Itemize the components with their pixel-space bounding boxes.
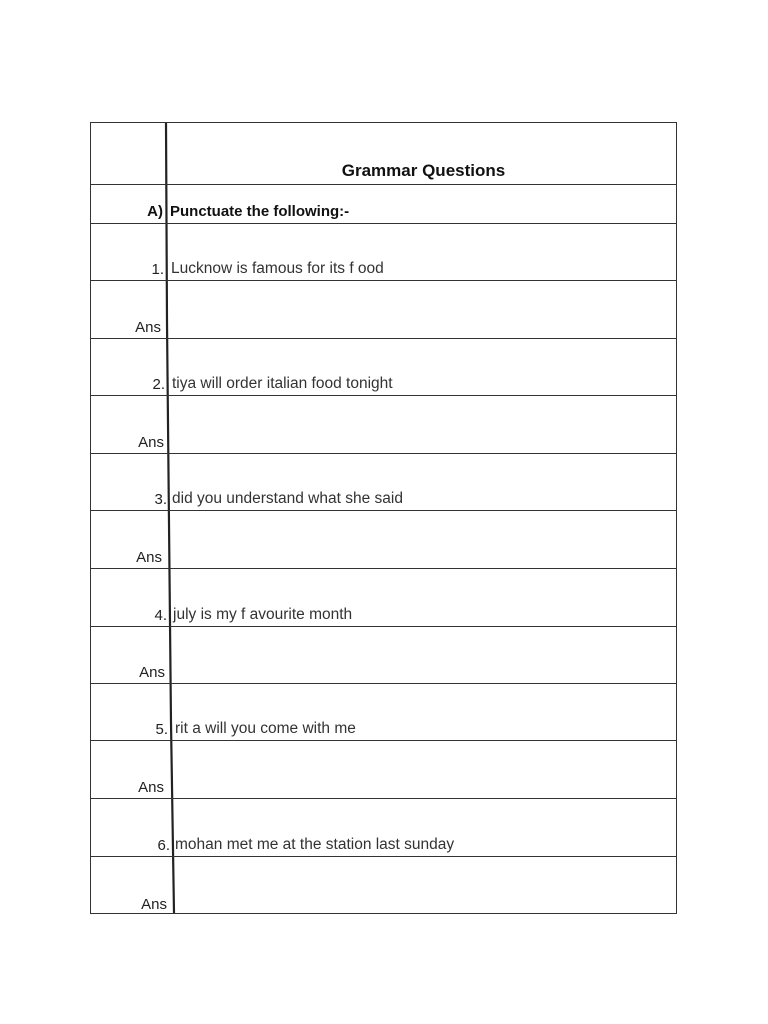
- answer-row[interactable]: [91, 511, 676, 569]
- answer-label: Ans: [141, 896, 167, 913]
- question-row: [91, 224, 676, 281]
- question-text: did you understand what she said: [172, 490, 403, 507]
- question-row: [91, 339, 676, 396]
- question-row: [91, 799, 676, 857]
- answer-row[interactable]: [91, 627, 676, 684]
- question-number: 1.: [151, 261, 164, 278]
- answer-label: Ans: [138, 779, 164, 796]
- question-text: tiya will order italian food tonight: [172, 375, 393, 392]
- question-text: july is my f avourite month: [173, 606, 353, 623]
- question-text: rit a will you come with me: [175, 720, 356, 737]
- question-number: 3.: [154, 491, 167, 508]
- question-text: mohan met me at the station last sunday: [175, 836, 455, 853]
- answer-label: Ans: [136, 549, 162, 566]
- worksheet-table: [90, 122, 677, 914]
- answer-row[interactable]: [91, 857, 676, 915]
- question-text: Lucknow is famous for its f ood: [171, 260, 384, 277]
- question-number: 2.: [152, 376, 165, 393]
- worksheet-title: Grammar Questions: [341, 161, 506, 180]
- section-label: A): [147, 203, 163, 220]
- answer-row[interactable]: [91, 741, 676, 799]
- answer-label: Ans: [135, 319, 161, 336]
- section-instruction: Punctuate the following:-: [170, 203, 350, 220]
- answer-row[interactable]: [91, 396, 676, 454]
- title-row: [91, 123, 676, 185]
- question-number: 5.: [155, 721, 168, 738]
- section-row: [91, 185, 676, 224]
- question-row: [91, 569, 676, 627]
- question-number: 6.: [157, 837, 170, 854]
- answer-label: Ans: [139, 664, 165, 681]
- question-row: [91, 684, 676, 741]
- answer-row[interactable]: [91, 281, 676, 339]
- question-number: 4.: [154, 607, 167, 624]
- question-row: [91, 454, 676, 511]
- answer-label: Ans: [138, 434, 164, 451]
